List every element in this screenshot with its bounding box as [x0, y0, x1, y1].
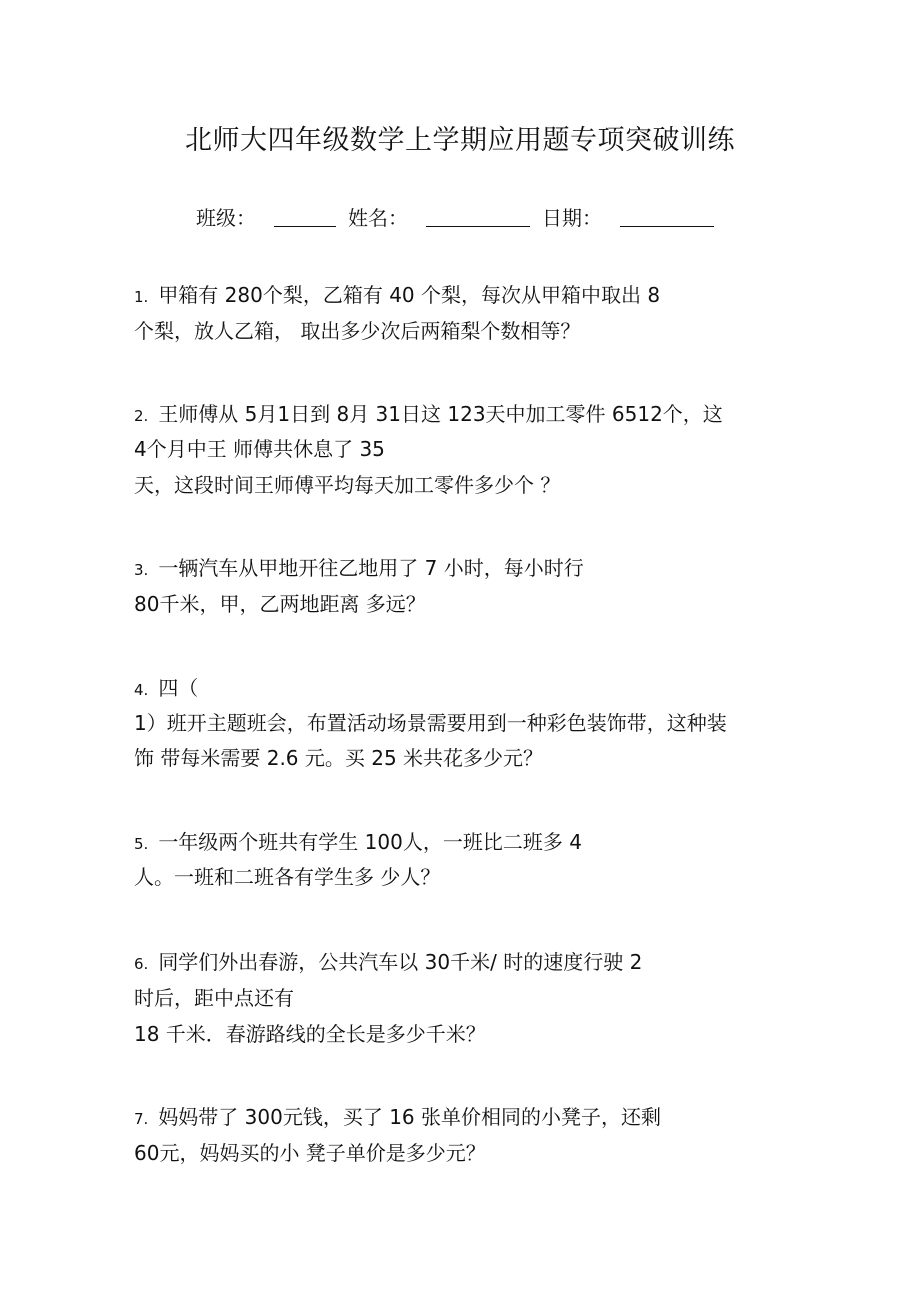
question-line: [134, 950, 642, 974]
name-blank: [426, 206, 530, 227]
question-line: [134, 830, 582, 854]
question-line: [134, 402, 723, 426]
name-label: 姓名：: [348, 206, 408, 230]
question-number: 3.: [134, 561, 149, 579]
question-line: 80千米，甲，乙两地距离 多远？: [134, 592, 426, 616]
question-number: 1.: [134, 288, 149, 306]
question-text: 妈妈带了 300元钱，买了 16 张单价相同的小凳子，还剩: [158, 1105, 662, 1129]
question-number: 2.: [134, 407, 149, 425]
question-line: [134, 676, 198, 700]
question-line: 饰 带每米需要 2.6 元。买 25 米共花多少元？: [134, 746, 544, 770]
question-line: [134, 283, 660, 307]
question-line: 60元，妈妈买的小 凳子单价是多少元？: [134, 1141, 486, 1165]
question-line: 天，这段时间王师傅平均每天加工零件多少个 ？: [134, 473, 561, 497]
question-line: 人。一班和二班各有学生多 少人？: [134, 865, 441, 889]
question-text: 四（: [158, 676, 199, 700]
question-number: 6.: [134, 955, 149, 973]
question-text: 甲箱有 280个梨，乙箱有 40 个梨，每次从甲箱中取出 8: [158, 283, 661, 307]
question-text: 一年级两个班共有学生 100人，一班比二班多 4: [158, 830, 582, 854]
question-line: 1）班开主题班会，布置活动场景需要用到一种彩色装饰带，这种装: [134, 711, 727, 735]
question-number: 4.: [134, 681, 149, 699]
question-line: [134, 556, 584, 580]
question-text: 一辆汽车从甲地开往乙地用了 7 小时，每小时行: [158, 556, 584, 580]
date-label: 日期：: [542, 206, 602, 230]
question-line: 时后，距中点还有: [134, 986, 294, 1010]
date-blank: [620, 206, 714, 227]
question-number: 5.: [134, 835, 149, 853]
question-line: [134, 1105, 661, 1129]
question-line: 个梨，放人乙箱， 取出多少次后两箱梨个数相等？: [134, 319, 581, 343]
question-text: 同学们外出春游，公共汽车以 30千米/ 时的速度行驶 2: [158, 950, 643, 974]
class-blank: [274, 206, 336, 227]
question-line: 18 千米．春游路线的全长是多少千米？: [134, 1022, 486, 1046]
page-title: 北师大四年级数学上学期应用题专项突破训练: [185, 125, 735, 156]
question-number: 7.: [134, 1110, 149, 1128]
question-line: 4个月中王 师傅共休息了 35: [134, 437, 385, 461]
class-label: 班级：: [196, 206, 256, 230]
question-text: 王师傅从 5月1日到 8月 31日这 123天中加工零件 6512个，这: [158, 402, 723, 426]
student-info-row: [196, 202, 714, 231]
